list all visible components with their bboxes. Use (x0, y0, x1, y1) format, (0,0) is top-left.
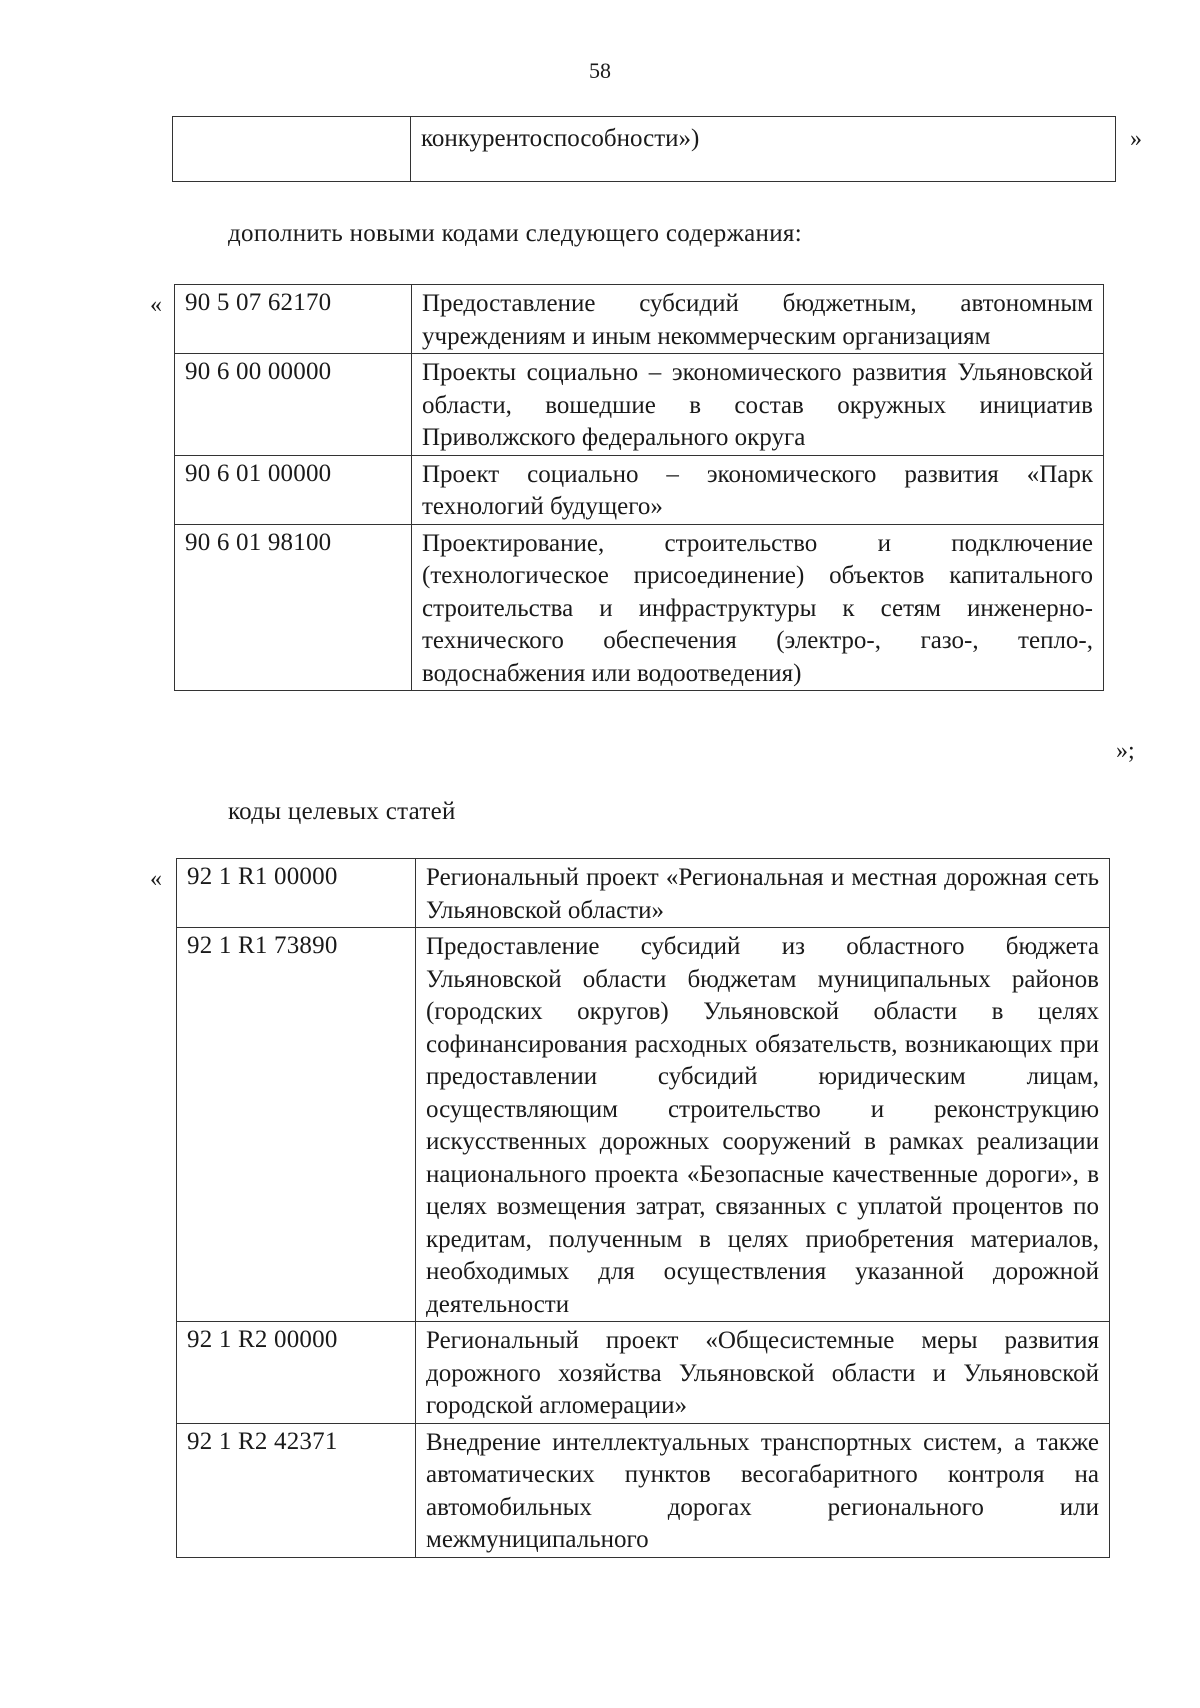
text-cell: Проектирование, строительство и подключение (технологическое присоединение) объектов капитального строительства и инфраструктуры к сетям инженерно-технического обеспечения (электро-, газо-, тепло-, водоснабжения или водоотведения) (412, 524, 1104, 691)
opening-quote: « (150, 866, 162, 892)
code-cell: 92 1 R1 00000 (177, 859, 416, 928)
codes-table-1 (174, 284, 1104, 691)
code-cell: 90 6 01 98100 (175, 524, 412, 691)
code-cell: 92 1 R2 00000 (177, 1322, 416, 1424)
closing-quote: » (1130, 126, 1142, 152)
text-cell: Региональный проект «Региональная и местная дорожная сеть Ульяновской области» (416, 859, 1110, 928)
page-number: 58 (589, 58, 611, 83)
table-row (177, 1322, 1110, 1424)
text-cell: конкурентоспособности») (411, 117, 1116, 182)
closing-quote: »; (1116, 738, 1135, 764)
paragraph-add-codes: дополнить новыми кодами следующего содержания: (228, 220, 802, 247)
code-cell (173, 117, 411, 182)
text-cell: Предоставление субсидий бюджетным, автономным учреждениям и иным некоммерческим организациям (412, 285, 1104, 354)
text-cell: Внедрение интеллектуальных транспортных систем, а также автоматических пунктов весогабаритного контроля на автомобильных дорогах регионального или межмуниципального (416, 1423, 1110, 1557)
table-row (177, 1423, 1110, 1557)
table-row (175, 524, 1104, 691)
table-row (173, 117, 1116, 182)
codes-table-2 (176, 858, 1110, 1558)
table-row (175, 285, 1104, 354)
code-cell: 90 6 00 00000 (175, 354, 412, 456)
text-cell: Региональный проект «Общесистемные меры развития дорожного хозяйства Ульяновской области и Ульяновской городской агломерации» (416, 1322, 1110, 1424)
code-cell: 90 6 01 00000 (175, 455, 412, 524)
table-row (175, 354, 1104, 456)
paragraph-target-codes: коды целевых статей (228, 798, 456, 825)
code-cell: 92 1 R1 73890 (177, 928, 416, 1322)
table-row (175, 455, 1104, 524)
code-cell: 92 1 R2 42371 (177, 1423, 416, 1557)
text-cell: Проект социально – экономического развития «Парк технологий будущего» (412, 455, 1104, 524)
table-row (177, 928, 1110, 1322)
table-row (177, 859, 1110, 928)
code-cell: 90 5 07 62170 (175, 285, 412, 354)
text-cell: Проекты социально – экономического развития Ульяновской области, вошедшие в состав окружных инициатив Приволжского федерального округа (412, 354, 1104, 456)
text-cell: Предоставление субсидий из областного бюджета Ульяновской области бюджетам муниципальных районов (городских округов) Ульяновской области в целях софинансирования расходных обязательств, возникающих при предоставлении субсидий юридическим лицам, осуществляющим строительство и реконструкцию искусственных дорожных сооружений в рамках реализации национального проекта «Безопасные качественные дороги», в целях возмещения затрат, связанных с уплатой процентов по кредитам, полученным в целях приобретения материалов, необходимых для осуществления указанной дорожной деятельности (416, 928, 1110, 1322)
opening-quote: « (150, 292, 162, 318)
continuation-table (172, 116, 1116, 182)
